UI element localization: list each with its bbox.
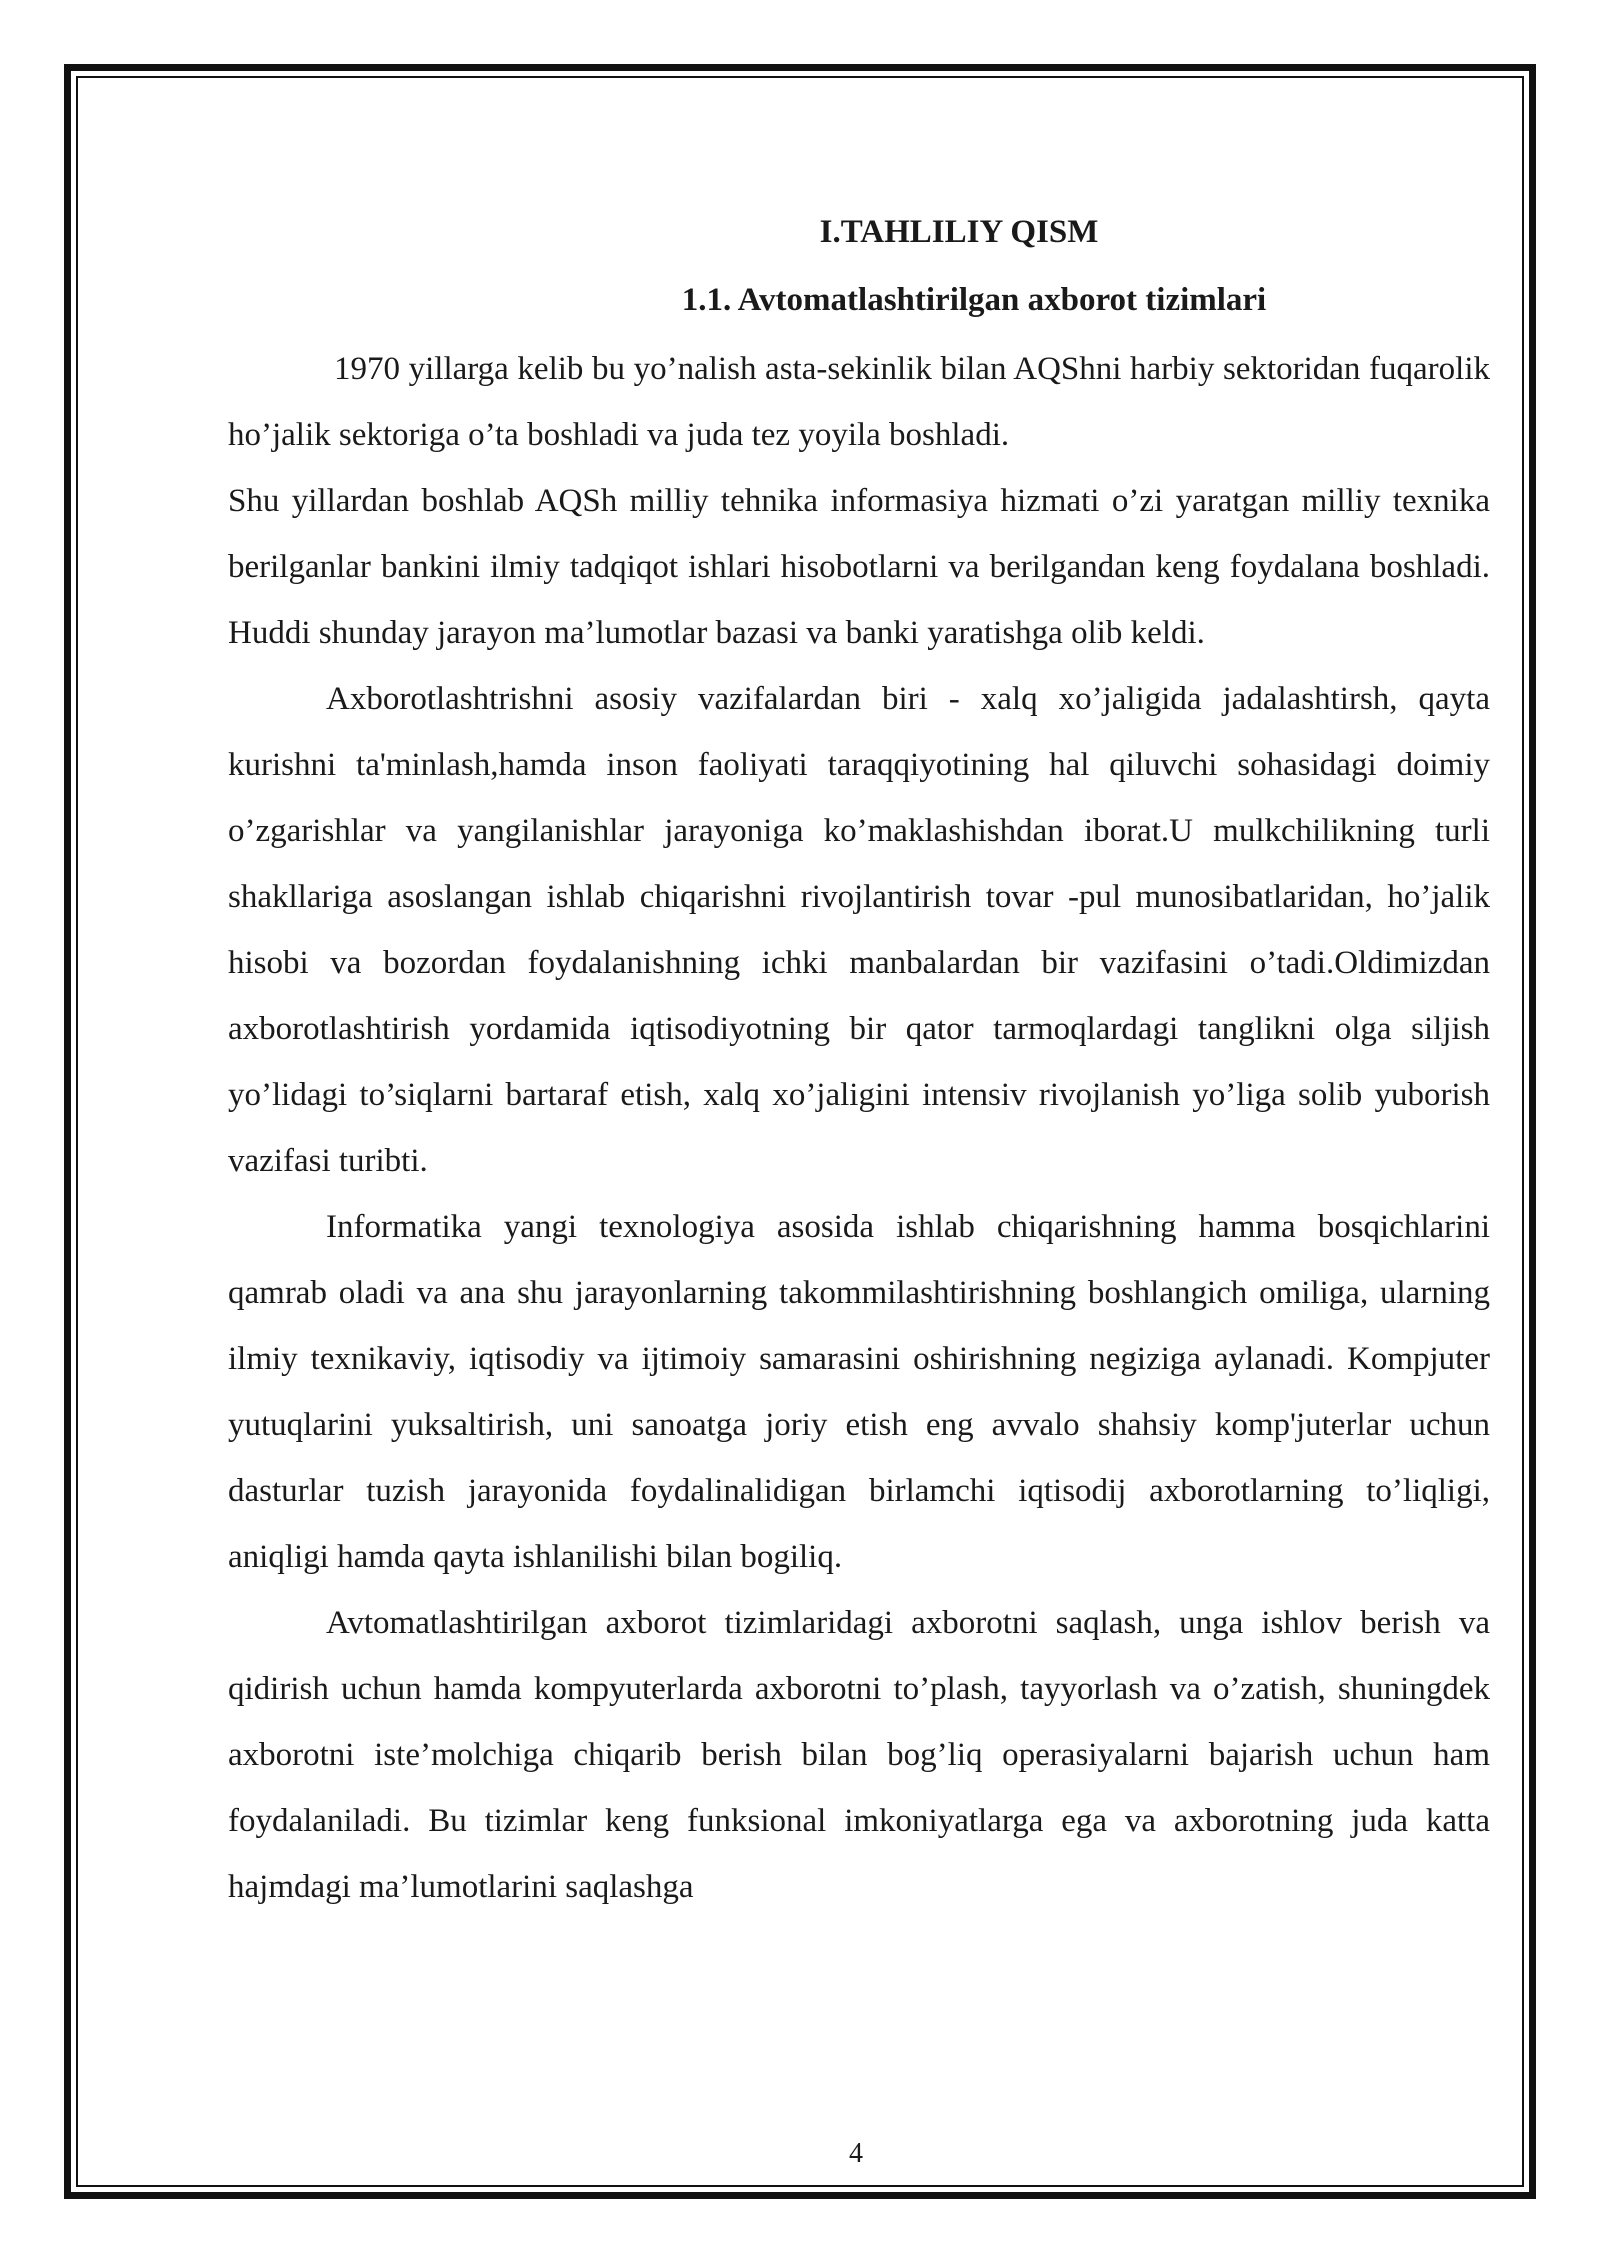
paragraph-5: Avtomatlashtirilgan axborot tizimlaridagi axborotni saqlash, unga ishlov berish va qidirish uchun hamda kompyuterlarda axborotni to’plash, tayyorlash va o’zatish, shuningdek axborotni iste’molchiga chiqarib berish bilan bog’liq operasiyalarni bajarish uchun ham foydalaniladi. Bu tizimlar keng funksional imkoniyatlarga ega va axborotning juda katta hajmdagi ma’lumotlarini saqlashga <box>228 1605 1490 1905</box>
chapter-title: I.TAHLILIY QISM <box>819 214 1099 250</box>
paragraph-2: Shu yillardan boshlab AQSh milliy tehnika informasiya hizmati o’zi yaratgan milliy texnika berilganlar bankini ilmiy tadqiqot ishlari hisobotlarni va berilgandan keng foydalana boshladi. Huddi shunday jarayon ma’lumotlar bazasi va banki yaratishga olib keldi. <box>228 483 1490 651</box>
section-title: 1.1. Avtomatlashtirilgan axborot tizimlari <box>681 282 1267 318</box>
paragraph-4: Informatika yangi texnologiya asosida ishlab chiqarishning hamma bosqichlarini qamrab oladi va ana shu jarayonlarning takommilashtirishning boshlangich omiliga, ularning ilmiy texnikaviy, iqtisodiy va ijtimoiy samarasini oshirishning negiziga aylanadi. Kompjuter yutuqlarini yuksaltirish, uni sanoatga joriy etish eng avvalo shahsiy komp'juterlar uchun dasturlar tuzish jarayonida foydalinalidigan birlamchi iqtisodij axborotlarning to’liqligi, aniqligi hamda qayta ishlanilishi bilan bogiliq. <box>228 1209 1490 1575</box>
paragraph-1: 1970 yillarga kelib bu yo’nalish asta-sekinlik bilan AQShni harbiy sektoridan fuqarolik ho’jalik sektoriga o’ta boshladi va juda tez yoyila boshladi. <box>228 351 1490 453</box>
document-body <box>228 208 1490 1920</box>
page-number: 4 <box>849 2138 863 2169</box>
paragraph-3: Axborotlashtrishni asosiy vazifalardan biri - xalq xo’jaligida jadalashtirsh, qayta kurishni ta'minlash,hamda inson faoliyati taraqqiyotining hal qiluvchi sohasidagi doimiy o’zgarishlar va yangilanishlar jarayoniga ko’maklashishdan iborat.U mulkchilikning turli shakllariga asoslangan ishlab chiqarishni rivojlantirish tovar -pul munosibatlaridan, ho’jalik hisobi va bozordan foydalanishning ichki manbalardan bir vazifasini o’tadi.Oldimizdan axborotlashtirish yordamida iqtisodiyotning bir qator tarmoqlardagi tanglikni olga siljish yo’lidagi to’siqlarni bartaraf etish, xalq xo’jaligini intensiv rivojlanish yo’liga solib yuborish vazifasi turibti. <box>228 681 1490 1179</box>
